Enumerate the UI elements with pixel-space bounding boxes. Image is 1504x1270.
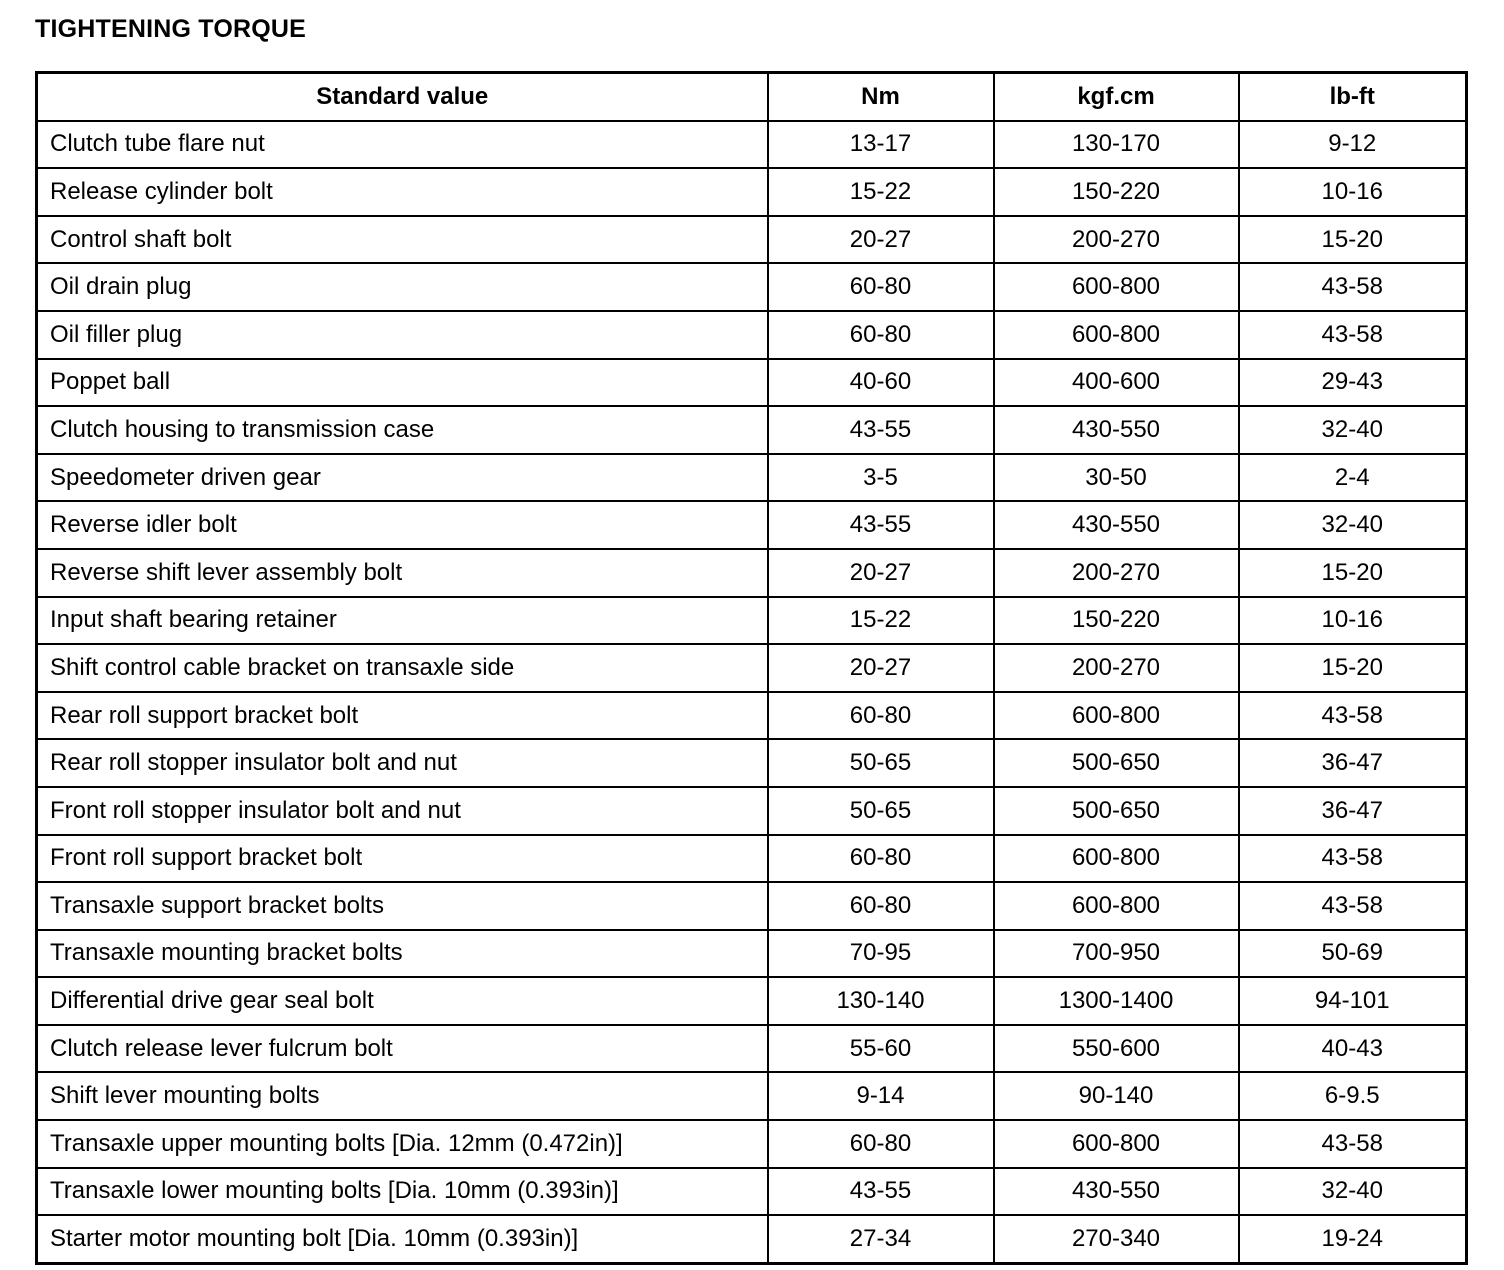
- table-row: [37, 549, 1467, 597]
- item-name: Starter motor mounting bolt [Dia. 10mm (0.393in)]: [37, 1215, 768, 1263]
- item-name: Oil filler plug: [37, 311, 768, 359]
- table-row: [37, 692, 1467, 740]
- table-row: [37, 1215, 1467, 1263]
- value-nm: 15-22: [768, 168, 994, 216]
- value-kgf-cm: 600-800: [994, 882, 1239, 930]
- value-lb-ft: 94-101: [1239, 977, 1467, 1025]
- value-nm: 43-55: [768, 406, 994, 454]
- table-row: [37, 1072, 1467, 1120]
- value-nm: 20-27: [768, 216, 994, 264]
- value-kgf-cm: 90-140: [994, 1072, 1239, 1120]
- value-kgf-cm: 500-650: [994, 787, 1239, 835]
- table-header-row: [37, 73, 1467, 121]
- value-kgf-cm: 400-600: [994, 359, 1239, 407]
- value-lb-ft: 40-43: [1239, 1025, 1467, 1073]
- value-nm: 27-34: [768, 1215, 994, 1263]
- table-row: [37, 1025, 1467, 1073]
- value-nm: 60-80: [768, 835, 994, 883]
- item-name: Rear roll support bracket bolt: [37, 692, 768, 740]
- value-kgf-cm: 600-800: [994, 1120, 1239, 1168]
- table-row: [37, 977, 1467, 1025]
- value-lb-ft: 2-4: [1239, 454, 1467, 502]
- table-row: [37, 930, 1467, 978]
- item-name: Reverse shift lever assembly bolt: [37, 549, 768, 597]
- value-kgf-cm: 600-800: [994, 835, 1239, 883]
- value-lb-ft: 43-58: [1239, 835, 1467, 883]
- table-row: [37, 644, 1467, 692]
- value-lb-ft: 32-40: [1239, 406, 1467, 454]
- value-nm: 60-80: [768, 1120, 994, 1168]
- value-kgf-cm: 30-50: [994, 454, 1239, 502]
- table-row: [37, 1120, 1467, 1168]
- value-nm: 55-60: [768, 1025, 994, 1073]
- value-lb-ft: 43-58: [1239, 1120, 1467, 1168]
- value-kgf-cm: 150-220: [994, 168, 1239, 216]
- item-name: Rear roll stopper insulator bolt and nut: [37, 739, 768, 787]
- table-row: [37, 311, 1467, 359]
- value-nm: 20-27: [768, 644, 994, 692]
- item-name: Transaxle upper mounting bolts [Dia. 12mm (0.472in)]: [37, 1120, 768, 1168]
- value-nm: 60-80: [768, 882, 994, 930]
- item-name: Reverse idler bolt: [37, 501, 768, 549]
- value-kgf-cm: 150-220: [994, 597, 1239, 645]
- value-lb-ft: 43-58: [1239, 263, 1467, 311]
- value-nm: 20-27: [768, 549, 994, 597]
- table-row: [37, 597, 1467, 645]
- table-row: [37, 454, 1467, 502]
- value-nm: 60-80: [768, 263, 994, 311]
- value-kgf-cm: 600-800: [994, 692, 1239, 740]
- value-lb-ft: 43-58: [1239, 882, 1467, 930]
- value-lb-ft: 10-16: [1239, 168, 1467, 216]
- value-nm: 130-140: [768, 977, 994, 1025]
- header-standard-value: Standard value: [37, 73, 768, 121]
- value-nm: 70-95: [768, 930, 994, 978]
- value-kgf-cm: 430-550: [994, 406, 1239, 454]
- value-kgf-cm: 550-600: [994, 1025, 1239, 1073]
- value-nm: 50-65: [768, 739, 994, 787]
- value-nm: 15-22: [768, 597, 994, 645]
- value-nm: 43-55: [768, 1168, 994, 1216]
- table-row: [37, 359, 1467, 407]
- value-kgf-cm: 1300-1400: [994, 977, 1239, 1025]
- item-name: Shift lever mounting bolts: [37, 1072, 768, 1120]
- item-name: Front roll support bracket bolt: [37, 835, 768, 883]
- value-lb-ft: 15-20: [1239, 216, 1467, 264]
- item-name: Release cylinder bolt: [37, 168, 768, 216]
- header-nm: Nm: [768, 73, 994, 121]
- value-nm: 9-14: [768, 1072, 994, 1120]
- value-nm: 13-17: [768, 121, 994, 169]
- value-nm: 50-65: [768, 787, 994, 835]
- table-row: [37, 121, 1467, 169]
- value-lb-ft: 50-69: [1239, 930, 1467, 978]
- table-row: [37, 406, 1467, 454]
- header-kgf-cm: kgf.cm: [994, 73, 1239, 121]
- value-lb-ft: 36-47: [1239, 787, 1467, 835]
- value-kgf-cm: 600-800: [994, 263, 1239, 311]
- value-kgf-cm: 130-170: [994, 121, 1239, 169]
- value-lb-ft: 9-12: [1239, 121, 1467, 169]
- value-nm: 60-80: [768, 311, 994, 359]
- item-name: Clutch release lever fulcrum bolt: [37, 1025, 768, 1073]
- value-nm: 60-80: [768, 692, 994, 740]
- value-lb-ft: 32-40: [1239, 501, 1467, 549]
- table-row: [37, 739, 1467, 787]
- item-name: Control shaft bolt: [37, 216, 768, 264]
- table-row: [37, 787, 1467, 835]
- table-row: [37, 263, 1467, 311]
- item-name: Poppet ball: [37, 359, 768, 407]
- item-name: Input shaft bearing retainer: [37, 597, 768, 645]
- item-name: Clutch housing to transmission case: [37, 406, 768, 454]
- value-lb-ft: 15-20: [1239, 549, 1467, 597]
- value-lb-ft: 43-58: [1239, 692, 1467, 740]
- value-kgf-cm: 200-270: [994, 549, 1239, 597]
- value-lb-ft: 19-24: [1239, 1215, 1467, 1263]
- item-name: Front roll stopper insulator bolt and nut: [37, 787, 768, 835]
- item-name: Speedometer driven gear: [37, 454, 768, 502]
- item-name: Differential drive gear seal bolt: [37, 977, 768, 1025]
- table-row: [37, 882, 1467, 930]
- value-lb-ft: 6-9.5: [1239, 1072, 1467, 1120]
- header-lb-ft: lb-ft: [1239, 73, 1467, 121]
- table-row: [37, 216, 1467, 264]
- value-nm: 40-60: [768, 359, 994, 407]
- item-name: Oil drain plug: [37, 263, 768, 311]
- value-lb-ft: 36-47: [1239, 739, 1467, 787]
- value-kgf-cm: 700-950: [994, 930, 1239, 978]
- item-name: Transaxle lower mounting bolts [Dia. 10mm (0.393in)]: [37, 1168, 768, 1216]
- value-kgf-cm: 200-270: [994, 216, 1239, 264]
- value-kgf-cm: 600-800: [994, 311, 1239, 359]
- item-name: Clutch tube flare nut: [37, 121, 768, 169]
- item-name: Transaxle mounting bracket bolts: [37, 930, 768, 978]
- value-nm: 43-55: [768, 501, 994, 549]
- value-lb-ft: 32-40: [1239, 1168, 1467, 1216]
- item-name: Transaxle support bracket bolts: [37, 882, 768, 930]
- value-kgf-cm: 500-650: [994, 739, 1239, 787]
- value-kgf-cm: 270-340: [994, 1215, 1239, 1263]
- item-name: Shift control cable bracket on transaxle side: [37, 644, 768, 692]
- value-kgf-cm: 200-270: [994, 644, 1239, 692]
- table-row: [37, 501, 1467, 549]
- value-lb-ft: 43-58: [1239, 311, 1467, 359]
- table-row: [37, 835, 1467, 883]
- table-row: [37, 168, 1467, 216]
- value-lb-ft: 15-20: [1239, 644, 1467, 692]
- value-kgf-cm: 430-550: [994, 1168, 1239, 1216]
- value-nm: 3-5: [768, 454, 994, 502]
- value-lb-ft: 10-16: [1239, 597, 1467, 645]
- value-kgf-cm: 430-550: [994, 501, 1239, 549]
- value-lb-ft: 29-43: [1239, 359, 1467, 407]
- torque-table: [35, 71, 1468, 1265]
- table-row: [37, 1168, 1467, 1216]
- page-title: TIGHTENING TORQUE: [35, 15, 307, 43]
